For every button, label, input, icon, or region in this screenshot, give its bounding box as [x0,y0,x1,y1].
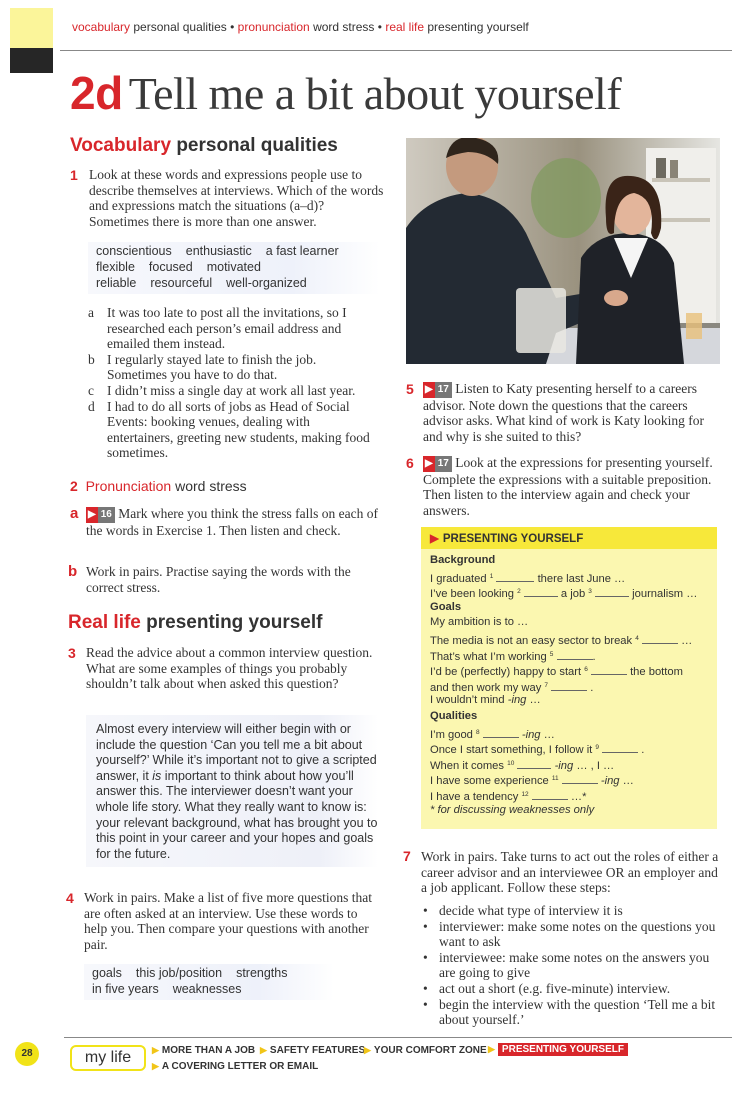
expression-line [430,569,715,585]
arrow-icon: ▶ [260,1045,267,1055]
answer-gap[interactable] [517,759,551,769]
header-vocab-label: vocabulary [72,20,131,34]
step-item: • decide what type of interview it is [421,903,721,919]
situation-text: I had to do all sorts of jobs as Head of Social Events: booking venues, dealing with entertainers, greeting new students, making food sometimes. [107,398,370,461]
expr-text: . [592,650,596,663]
header-real-label: real life [385,20,425,34]
expression-line [430,678,715,694]
word-item: motivated [206,259,261,274]
presenting-box-title-text: PRESENTING YOURSELF [442,533,584,545]
word-row [96,244,380,260]
expr-text: there last June … [537,572,626,585]
vocabulary-label: Vocabulary [70,135,172,156]
expr-text: I have some experience [430,775,549,788]
my-life-badge: my life [70,1045,146,1071]
expr-text: When it comes [430,759,504,772]
word-item: conscientious [96,244,172,258]
expression-line [430,725,715,741]
exercise-6-text [423,455,721,518]
expression-line [430,647,715,663]
exercise-2a-letter: a [70,505,79,522]
arrow-icon: ▶ [152,1061,159,1071]
audio-track-17[interactable] [423,382,452,398]
footer-item-label: A COVERING LETTER OR EMAIL [161,1061,319,1072]
gap-number: 11 [551,775,559,783]
pronunciation-heading [70,478,247,494]
exercise-5-number: 5 [406,381,414,397]
header-pron-topic: word stress [313,20,375,34]
expr-text: That’s what I’m working [430,650,547,663]
step-item: • act out a short (e.g. five-minute) interview. [421,981,721,997]
word-item: strengths [236,966,288,980]
exercise-3-instructions: Read the advice about a common interview question. What are some examples of things you probably shouldn’t talk about when asked this question? [86,645,373,692]
answer-gap[interactable] [524,587,558,597]
footer-nav-covering-letter[interactable] [152,1061,318,1072]
word-item: this job/position [135,966,223,980]
play-icon: ▶ [86,507,98,523]
track-number: 16 [98,507,115,523]
expr-text: the bottom [630,666,683,679]
expr-text: … , I … [573,759,615,772]
situation-letter: b [88,351,95,367]
box-footnote [430,803,715,819]
expr-text: I wouldn’t mind [430,694,508,707]
gap-number: 9 [595,744,600,752]
header-pron-label: pronunciation [237,20,310,34]
situation-text: I didn’t miss a single day at work all last year. [107,382,356,398]
situation-letter: a [88,305,94,320]
advice-box [86,715,378,867]
gap-number: 3 [588,588,592,596]
real-life-heading [68,612,322,634]
arrow-icon: ▶ [152,1045,159,1055]
step-item: • begin the interview with the question ‘Tell me a bit about yourself.’ [421,997,721,1028]
expr-text: journalism … [632,588,698,601]
exercise-4-instructions: Work in pairs. Make a list of five more questions that are often asked at an interview. Use these words to help you. Then compare your questions with another pair. [84,890,372,952]
exercise-6-number: 6 [406,455,414,471]
answer-gap[interactable] [557,650,593,660]
answer-gap[interactable] [483,728,519,738]
gap-number: 12 [521,790,529,798]
expr-text: I’d be (perfectly) happy to start [430,666,582,679]
answer-gap[interactable] [551,681,587,691]
footer-item-label-active: PRESENTING YOURSELF [498,1043,628,1056]
situation-item [88,352,378,383]
answer-gap[interactable] [496,572,534,582]
answer-gap[interactable] [642,634,678,644]
word-item: goals [92,966,122,980]
gap-number: 6 [584,666,588,674]
pronunciation-number: 2 [70,478,78,494]
header-bullet: • [230,20,235,34]
page-tab-marker [10,8,53,48]
word-item: weaknesses [172,981,242,996]
lesson-header-topics [72,20,529,34]
exercise-1-instructions: Look at these words and expressions people use to describe themselves at interviews. Which of the words and expressions match the situations (a–d)? Sometimes there is more than one answer. [89,167,384,229]
expr-text: . [641,744,645,757]
page-title [70,66,621,120]
exercise-1-number: 1 [70,167,78,183]
expr-text: I’m good [430,728,473,741]
footer-item-label: MORE THAN A JOB [161,1045,256,1056]
word-row [96,260,380,276]
answer-gap[interactable] [602,743,638,753]
exercise-5-instructions: Listen to Katy presenting herself to a careers advisor. Note down the questions that the careers advisor asks. What kind of work is Katy looking for and why is she suited to this? [423,381,704,444]
audio-track-16[interactable] [86,507,115,523]
footer-item-label: YOUR COMFORT ZONE [373,1045,487,1056]
phrase-group-heading: Goals [430,600,462,613]
expression-line: My ambition is to … [430,616,529,629]
footer-divider [64,1037,732,1038]
step-item: • interviewer: make some notes on the questions you want to ask [421,919,721,950]
exercise-7-steps [421,903,721,1028]
expression-line [430,740,715,756]
audio-track-17-b[interactable] [423,456,452,472]
page-number: 28 [15,1042,39,1066]
presenting-box-title [421,527,717,549]
word-item: a fast learner [265,244,339,258]
expression-line [430,756,715,772]
play-arrow-icon: ▶ [430,533,439,545]
word-row [92,966,334,982]
situation-text: I regularly stayed late to finish the job. Sometimes you have to do that. [107,351,317,383]
exercise-6-instructions: Look at the expressions for presenting yourself. Complete the expressions with a suitable preposition. Then listen to the interview again and check your answers. [423,455,713,518]
lesson-title-text: Tell me a bit about yourself [128,68,622,119]
vocabulary-word-box [88,242,380,294]
footer-item-label: SAFETY FEATURES [269,1045,366,1056]
answer-gap[interactable] [591,665,627,675]
step-item: • interviewee: make some notes on the answers you are going to give [421,950,721,981]
gap-number: 8 [476,728,480,736]
page-tab-dark [10,48,53,73]
expression-line [430,787,715,803]
answer-gap[interactable] [595,587,629,597]
header-divider [60,50,732,51]
advice-text-1: Almost every interview will either begin with or include the question ‘Can you tell me a bit about yourself?’ While it’s important not to give a scripted answer, it [96,722,377,783]
arrow-icon: ▶ [364,1045,371,1055]
expr-text: The media is not an easy sector to break [430,634,633,647]
handshake-photo-illustration [406,138,720,364]
phrase-group-heading: Background [430,554,496,566]
answer-gap[interactable] [532,790,568,800]
header-real-topic: presenting yourself [427,20,529,34]
word-item: reliable [96,275,137,290]
expression-line [430,584,715,600]
exercise-7-number: 7 [403,848,411,864]
expr-italic: -ing [507,694,527,707]
situation-item [88,399,378,461]
gap-number: 7 [544,681,549,689]
expression-line [430,662,715,678]
real-life-topic: presenting yourself [146,612,323,633]
word-item: well-organized [226,275,307,290]
expr-italic: -ing [600,775,620,788]
expr-text: I have a tendency [430,790,519,803]
presenting-expressions [430,553,715,818]
exercise-2b-text: Work in pairs. Practise saying the words with the correct stress. [86,564,351,595]
word-item: in five years [92,981,159,996]
expr-text: I’ve been looking [430,588,514,601]
real-life-label: Real life [68,612,141,633]
header-vocab-topic: personal qualities [133,20,227,34]
footnote-text: * for discussing weaknesses only [430,803,595,816]
situation-item [88,383,378,399]
expr-text: . [590,681,594,694]
gap-number: 10 [507,759,515,767]
gap-number: 4 [635,634,639,642]
footer-nav-more-than-a-job[interactable] [152,1045,255,1056]
situation-item [88,305,378,352]
lesson-number: 2d [70,67,123,119]
expr-text: a job [560,588,586,601]
expr-text: I graduated [430,572,487,585]
expression-line [430,631,715,647]
advice-emphasis: is [152,768,162,783]
expression-line [430,693,715,709]
situation-text: It was too late to post all the invitations, so I researched each person’s email address and emailed them instead. [107,305,347,352]
exercise-2a-text [86,506,382,538]
exercise-4-number: 4 [66,890,74,906]
expr-text: …* [570,790,587,803]
word-item: focused [148,259,193,274]
exercise-7-instructions: Work in pairs. Take turns to act out the roles of either a career advisor and an interviewee OR an employer and a job applicant. Follow these steps: [421,849,719,896]
gap-number: 1 [489,572,494,580]
word-row [96,276,380,292]
play-icon: ▶ [423,456,435,472]
exercise-3-number: 3 [68,645,76,661]
expression-line [430,771,715,787]
advice-text-2: important to think about how you’ll answer this. The interviewer doesn’t want your whole life story. What they really want to know is: your relevant background, what has brought you to this point in your career and your hopes and goals for the future. [96,768,378,861]
expr-text: Once I start something, I follow it [430,744,593,757]
word-item: resourceful [150,275,213,290]
footer-nav-safety-features[interactable] [260,1045,365,1056]
track-number: 17 [435,382,452,398]
expr-italic: -ing [554,759,574,772]
phrase-group-heading: Qualities [430,709,478,722]
vocabulary-topic: personal qualities [176,135,338,156]
word-item: enthusiastic [185,244,252,258]
header-bullet-2: • [377,20,382,34]
footer-nav-presenting-yourself[interactable] [488,1044,628,1055]
expr-text: … [540,728,555,741]
expr-text: and then work my way [430,681,542,694]
word-row [92,982,334,998]
question-words-box [84,964,334,1000]
play-icon: ▶ [423,382,435,398]
expr-text: … [619,775,634,788]
exercise-2b-letter: b [68,563,78,580]
answer-gap[interactable] [562,774,598,784]
exercise-2a-instructions: Mark where you think the stress falls on each of the words in Exercise 1. Then listen and check. [86,506,379,538]
situation-letter: c [88,382,94,398]
pronunciation-topic: word stress [175,478,247,494]
word-item: flexible [96,259,135,274]
track-number: 17 [435,456,452,472]
situation-letter: d [88,398,95,414]
arrow-icon: ▶ [488,1044,495,1054]
expr-text: … [526,694,541,707]
pronunciation-label: Pronunciation [85,478,172,494]
interview-photo [406,138,720,364]
gap-number: 5 [549,650,554,658]
exercise-5-text [423,381,721,444]
gap-number: 2 [517,588,521,596]
presenting-yourself-box [421,527,717,829]
footer-nav-comfort-zone[interactable] [364,1045,487,1056]
expr-text: … [681,634,693,647]
vocabulary-heading [70,135,338,157]
expr-italic: -ing [521,728,541,741]
situations-list [88,305,378,461]
